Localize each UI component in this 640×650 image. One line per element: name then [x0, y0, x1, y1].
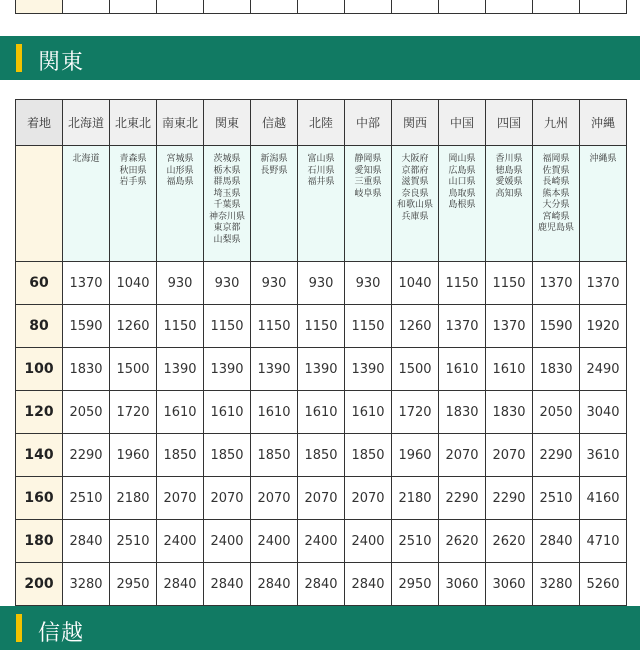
prefecture-list-cell	[251, 146, 298, 262]
price-cell: 930	[204, 262, 251, 305]
price-cell: 1960	[110, 434, 157, 477]
prefecture-name: 兵庫県	[401, 211, 429, 222]
prefecture-name: 滋賀県	[401, 177, 429, 187]
price-cell: 1610	[345, 391, 392, 434]
price-cell: 5260	[580, 563, 627, 606]
price-cell: 3060	[486, 563, 533, 606]
prefecture-name: 埼玉県	[213, 188, 241, 199]
price-cell: 1370	[580, 262, 627, 305]
price-cell: 1720	[110, 391, 157, 434]
table-row	[16, 563, 627, 606]
region-header: 南東北	[157, 100, 204, 146]
price-cell: 1610	[157, 391, 204, 434]
size-cell: 60	[16, 262, 63, 305]
price-cell: 1370	[439, 305, 486, 348]
price-cell: 2840	[533, 520, 580, 563]
prefecture-name: 岡山県	[448, 154, 476, 164]
price-cell: 1830	[439, 391, 486, 434]
price-cell: 1850	[251, 434, 298, 477]
prefecture-name: 長崎県	[542, 177, 570, 187]
price-cell: 2400	[251, 520, 298, 563]
prefecture-list-cell	[345, 146, 392, 262]
prefecture-name: 宮城県	[166, 154, 194, 164]
prefecture-name: 大阪府	[401, 154, 429, 164]
region-header: 北陸	[298, 100, 345, 146]
region-header: 北東北	[110, 100, 157, 146]
price-cell: 2070	[298, 477, 345, 520]
price-cell: 2400	[345, 520, 392, 563]
price-cell: 1920	[580, 305, 627, 348]
price-cell: 2070	[157, 477, 204, 520]
price-cell: 930	[251, 262, 298, 305]
price-cell: 1390	[157, 348, 204, 391]
price-cell: 3280	[63, 563, 110, 606]
prefecture-name: 群馬県	[213, 177, 241, 187]
section-title: 信越	[38, 621, 85, 646]
price-cell: 2510	[392, 520, 439, 563]
price-cell: 1390	[251, 348, 298, 391]
size-cell: 80	[16, 305, 63, 348]
price-cell: 3610	[580, 434, 627, 477]
table-row	[16, 262, 627, 305]
previous-table-cell	[438, 0, 486, 14]
price-cell: 4160	[580, 477, 627, 520]
price-cell: 1150	[157, 305, 204, 348]
price-cell: 4710	[580, 520, 627, 563]
price-cell: 1850	[298, 434, 345, 477]
price-cell: 1960	[392, 434, 439, 477]
price-cell: 2510	[63, 477, 110, 520]
price-cell: 2840	[251, 563, 298, 606]
price-cell: 3280	[533, 563, 580, 606]
prefecture-name: 神奈川県	[208, 211, 245, 222]
price-cell: 2070	[439, 434, 486, 477]
prefecture-name: 静岡県	[354, 154, 382, 164]
region-header: 九州	[533, 100, 580, 146]
prefecture-name: 青森県	[119, 154, 147, 164]
prefecture-name: 大分県	[542, 200, 570, 210]
price-cell: 1850	[204, 434, 251, 477]
prefecture-name: 佐賀県	[542, 165, 570, 176]
price-cell: 930	[157, 262, 204, 305]
previous-table-cell	[344, 0, 392, 14]
price-cell: 1150	[251, 305, 298, 348]
previous-table-cell	[15, 0, 63, 14]
price-cell: 1040	[392, 262, 439, 305]
price-cell: 2840	[298, 563, 345, 606]
price-cell: 2840	[345, 563, 392, 606]
section-header-kanto	[0, 36, 640, 80]
region-header: 中国	[439, 100, 486, 146]
prefecture-name: 秋田県	[119, 165, 147, 176]
prefecture-name: 奈良県	[401, 188, 429, 199]
prefecture-name: 香川県	[495, 154, 523, 164]
region-header: 関西	[392, 100, 439, 146]
price-cell: 2290	[63, 434, 110, 477]
price-cell: 2070	[251, 477, 298, 520]
prefecture-name: 鹿児島県	[537, 223, 574, 233]
prefecture-list-cell	[533, 146, 580, 262]
price-cell: 2290	[439, 477, 486, 520]
table-row	[16, 305, 627, 348]
accent-bar	[16, 44, 22, 72]
section-title: 関東	[38, 50, 85, 75]
prefecture-name: 北海道	[72, 154, 100, 164]
size-cell: 180	[16, 520, 63, 563]
price-cell: 2510	[110, 520, 157, 563]
previous-table-cell	[250, 0, 298, 14]
price-cell: 2840	[157, 563, 204, 606]
prefecture-name: 福井県	[307, 177, 335, 187]
price-cell: 1260	[392, 305, 439, 348]
price-cell: 1850	[345, 434, 392, 477]
size-cell: 200	[16, 563, 63, 606]
prefecture-list-cell	[392, 146, 439, 262]
region-header: 信越	[251, 100, 298, 146]
price-cell: 2950	[110, 563, 157, 606]
price-cell: 1390	[204, 348, 251, 391]
prefecture-blank-cell	[16, 146, 63, 262]
price-cell: 2840	[63, 520, 110, 563]
price-cell: 930	[345, 262, 392, 305]
prefecture-name: 長野県	[260, 165, 288, 176]
region-header: 関東	[204, 100, 251, 146]
price-cell: 1590	[533, 305, 580, 348]
price-cell: 1040	[110, 262, 157, 305]
prefecture-name: 山形県	[166, 165, 194, 176]
prefecture-list-cell	[63, 146, 110, 262]
previous-table-cell	[297, 0, 345, 14]
table-row	[16, 520, 627, 563]
price-cell: 1830	[533, 348, 580, 391]
price-cell: 1850	[157, 434, 204, 477]
size-cell: 140	[16, 434, 63, 477]
prefecture-name: 富山県	[307, 154, 335, 164]
region-header: 沖縄	[580, 100, 627, 146]
header-row	[16, 100, 627, 146]
previous-table-cell	[109, 0, 157, 14]
price-cell: 2070	[204, 477, 251, 520]
price-cell: 1830	[486, 391, 533, 434]
prefecture-name: 鳥取県	[448, 188, 476, 199]
region-header: 中部	[345, 100, 392, 146]
price-cell: 2050	[63, 391, 110, 434]
prefecture-name: 熊本県	[542, 188, 570, 199]
price-cell: 1610	[486, 348, 533, 391]
prefecture-name: 岩手県	[119, 177, 147, 187]
price-cell: 1260	[110, 305, 157, 348]
price-cell: 2620	[439, 520, 486, 563]
prefecture-list-cell	[204, 146, 251, 262]
prefecture-name: 石川県	[307, 165, 335, 176]
prefecture-list-cell	[580, 146, 627, 262]
price-cell: 1370	[486, 305, 533, 348]
price-cell: 1390	[298, 348, 345, 391]
previous-table-cell	[485, 0, 533, 14]
prefecture-name: 山口県	[448, 177, 476, 187]
price-cell: 1500	[110, 348, 157, 391]
price-cell: 1610	[439, 348, 486, 391]
prefecture-name: 栃木県	[213, 165, 241, 176]
price-cell: 930	[298, 262, 345, 305]
prefecture-list-cell	[157, 146, 204, 262]
price-cell: 2510	[533, 477, 580, 520]
prefecture-name: 広島県	[448, 165, 476, 176]
section-header-shinetsu	[0, 606, 640, 650]
price-cell: 2070	[486, 434, 533, 477]
prefecture-list-cell	[298, 146, 345, 262]
price-cell: 2050	[533, 391, 580, 434]
shipping-rate-table	[15, 99, 627, 606]
price-cell: 2950	[392, 563, 439, 606]
accent-bar	[16, 614, 22, 642]
price-cell: 1500	[392, 348, 439, 391]
prefecture-name: 東京都	[213, 223, 241, 233]
price-cell: 2070	[345, 477, 392, 520]
prefecture-name: 島根県	[448, 200, 476, 210]
price-cell: 2180	[110, 477, 157, 520]
price-cell: 2400	[157, 520, 204, 563]
price-cell: 1830	[63, 348, 110, 391]
prefecture-name: 宮崎県	[542, 211, 570, 222]
previous-table-bottom	[15, 0, 626, 14]
price-cell: 1370	[533, 262, 580, 305]
region-header: 四国	[486, 100, 533, 146]
price-cell: 2400	[204, 520, 251, 563]
table-row	[16, 391, 627, 434]
prefecture-list-cell	[110, 146, 157, 262]
table-row	[16, 434, 627, 477]
prefecture-name: 京都府	[401, 165, 429, 176]
prefecture-name: 千葉県	[213, 200, 241, 210]
prefecture-name: 新潟県	[260, 154, 288, 164]
prefecture-name: 沖縄県	[589, 154, 617, 164]
prefecture-name: 三重県	[354, 177, 382, 187]
price-cell: 1390	[345, 348, 392, 391]
price-cell: 1150	[298, 305, 345, 348]
price-cell: 2290	[486, 477, 533, 520]
price-cell: 1610	[251, 391, 298, 434]
prefecture-name: 岐阜県	[354, 188, 382, 199]
size-cell: 120	[16, 391, 63, 434]
size-cell: 160	[16, 477, 63, 520]
header-corner: 着地	[16, 100, 63, 146]
price-cell: 1610	[204, 391, 251, 434]
price-cell: 3060	[439, 563, 486, 606]
size-cell: 100	[16, 348, 63, 391]
prefecture-name: 高知県	[495, 188, 523, 199]
prefecture-name: 山梨県	[213, 234, 241, 245]
price-cell: 2400	[298, 520, 345, 563]
price-cell: 1150	[204, 305, 251, 348]
price-cell: 1150	[486, 262, 533, 305]
prefecture-list-cell	[486, 146, 533, 262]
previous-table-cell	[391, 0, 439, 14]
price-cell: 2840	[204, 563, 251, 606]
previous-table-cell	[62, 0, 110, 14]
price-cell: 1150	[439, 262, 486, 305]
region-header: 北海道	[63, 100, 110, 146]
prefecture-name: 和歌山県	[396, 200, 433, 210]
price-cell: 2180	[392, 477, 439, 520]
table-row	[16, 348, 627, 391]
price-cell: 2290	[533, 434, 580, 477]
price-cell: 1610	[298, 391, 345, 434]
previous-table-cell	[532, 0, 580, 14]
price-cell: 1590	[63, 305, 110, 348]
price-cell: 3040	[580, 391, 627, 434]
previous-table-cell	[579, 0, 627, 14]
prefecture-list-cell	[439, 146, 486, 262]
prefecture-name: 愛媛県	[495, 177, 523, 187]
prefecture-name: 福岡県	[542, 154, 570, 164]
price-cell: 1150	[345, 305, 392, 348]
previous-table-cell	[156, 0, 204, 14]
prefecture-name: 徳島県	[495, 165, 523, 176]
table-row	[16, 477, 627, 520]
price-cell: 2620	[486, 520, 533, 563]
prefecture-row	[16, 146, 627, 262]
prefecture-name: 福島県	[166, 177, 194, 187]
previous-table-cell	[203, 0, 251, 14]
price-cell: 1720	[392, 391, 439, 434]
prefecture-name: 茨城県	[213, 154, 241, 164]
prefecture-name: 愛知県	[354, 165, 382, 176]
price-cell: 1370	[63, 262, 110, 305]
price-cell: 2490	[580, 348, 627, 391]
